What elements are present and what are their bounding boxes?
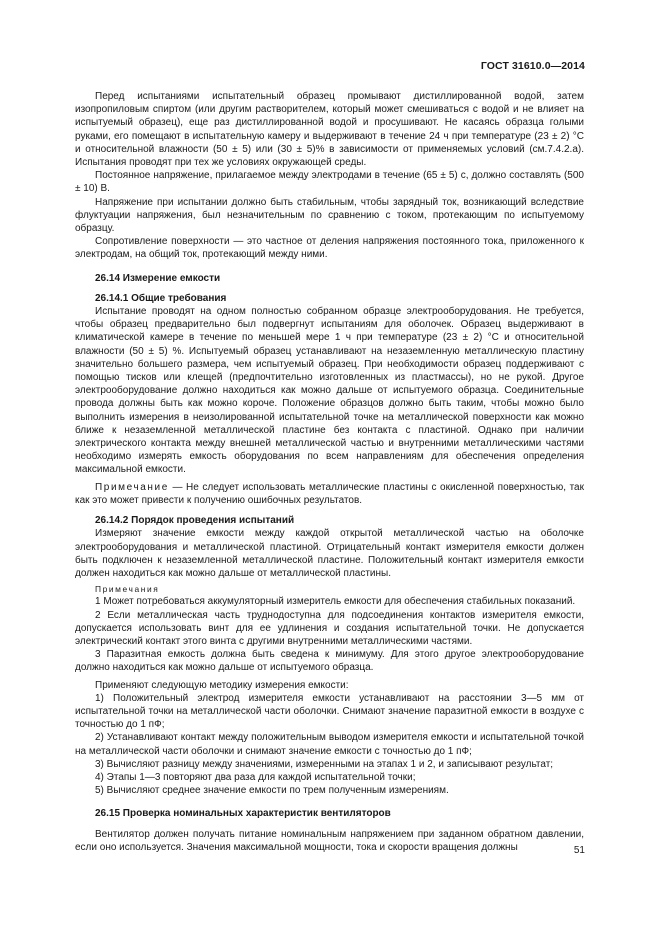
list-item: 5) Вычисляют среднее значение емкости по трем полученным измерениям. bbox=[95, 785, 449, 797]
list-item: 3) Вычисляют разницу между значениями, измеренными на этапах 1 и 2, и записывают результат; bbox=[95, 758, 554, 770]
note-text: — Не следует использовать металлические пластины с окисленной поверхностью, так как это может привести к получению ошибочных результатов. bbox=[75, 481, 584, 506]
subsection-heading: 26.14.1 Общие требования bbox=[95, 292, 227, 304]
notes-label: Примечания bbox=[95, 584, 160, 595]
paragraph: Постоянное напряжение, прилагаемое между электродами в течение (65 ± 5) с, должно составлять (500 ± 10) В. bbox=[75, 170, 584, 195]
note-item: 3 Паразитная емкость должна быть сведена к минимуму. Для этого другое электрооборудование должно находиться как можно дальше от испытуемого образца. bbox=[75, 649, 584, 674]
paragraph: Испытание проводят на одном полностью собранном образце электрооборудования. Не требуется, чтобы образец предварительно был подвергнут испытаниям для оболочек. Образец выдерживают в климатической камере в течение по меньшей мере 1 ч при температуре (23 ± 2) °С и относительной влажности (50 ± 5) %. Испытуемый образец устанавливают на незаземленную металлическую пластину значительно большего размера, чем испытуемый образец. При необходимости образец поддерживают с помощью тисков или клещей (предпочтительно изготовленных из пластмассы), но не рукой. Другое электрооборудование должно находиться как можно дальше от испытуемого образца. Соединительные провода должны быть как можно короче. Положение образцов должно быть таким, чтобы можно было выполнить измерения в неизолированной испытательной точке на металлической поверхности как можно ближе к незаземленной металлической пластине без контакта с пластиной. Однако при наличии электрического контакта между внешней металлической частью и внутренними металлическими частями необходимо измерять емкость оборудования по всем направлениям для обеспечения определения максимальной емкости. bbox=[75, 306, 584, 476]
note-item: 1 Может потребоваться аккумуляторный измеритель емкости для обеспечения стабильных показаний. bbox=[95, 596, 576, 608]
note bbox=[75, 481, 584, 507]
note-item: 2 Если металлическая часть труднодоступна для подсоединения контактов измерителя емкости, допускается использовать винт для ее удлинения и создания испытательной точки. Не допускается электрический контакт этого винта с другими внутренними металлическими частями. bbox=[75, 609, 584, 647]
subsection-heading: 26.14.2 Порядок проведения испытаний bbox=[95, 515, 295, 527]
document-body bbox=[75, 90, 584, 854]
list-item: 1) Положительный электрод измерителя емкости устанавливают на расстоянии 3—5 мм от испытательной точки на металлической части оболочки. Снимают значение паразитной емкости в воздухе с точностью до 1 пФ; bbox=[75, 692, 584, 731]
paragraph: Вентилятор должен получать питание номинальным напряжением при заданном обратном давлении, если оно используется. Значения максимальной мощности, тока и скорости вращения должны bbox=[75, 828, 584, 853]
section-heading: 26.14 Измерение емкости bbox=[95, 272, 221, 284]
paragraph: Перед испытаниями испытательный образец промывают дистиллированной водой, затем изопропиловым спиртом (или другим растворителем, который может смешиваться с водой и не влияет на испытуемый образец), еще раз дистиллированной водой и просушивают. Не касаясь образца голыми руками, его помещают в испытательную камеру и выдерживают в течение 24 ч при температуре (23 ± 2) °С и относительной влажности (50 ± 5) или (30 ± 5)% в зависимости от применяемых условий (см.7.4.2.а). Испытания проводят при тех же условиях окружающей среды. bbox=[75, 91, 584, 169]
document-header: ГОСТ 31610.0—2014 bbox=[480, 60, 585, 72]
section-heading: 26.15 Проверка номинальных характеристик вентиляторов bbox=[95, 808, 391, 820]
list-item: 4) Этапы 1—3 повторяют два раза для каждой испытательной точки; bbox=[95, 771, 416, 783]
page-number: 51 bbox=[573, 845, 585, 856]
paragraph: Измеряют значение емкости между каждой открытой металлической частью на оболочке электрооборудования и металлической пластиной. Отрицательный контакт измерителя емкости должен быть подключен к незаземленной металлической пластине. Положительный контакт измерителя емкости должен находиться как можно дальше от металлической пластины. bbox=[75, 528, 584, 579]
paragraph: Сопротивление поверхности — это частное от деления напряжения постоянного тока, приложенного к электродам, на общий ток, протекающий между ними. bbox=[75, 236, 584, 261]
paragraph: Напряжение при испытании должно быть стабильным, чтобы зарядный ток, возникающий вследствие флуктуации напряжения, был незначительным по сравнению с током, протекающим по испытуемому образцу. bbox=[75, 196, 584, 235]
note-label: Примечание bbox=[95, 481, 169, 493]
list-item: 2) Устанавливают контакт между положительным выводом измерителя емкости и испытательной точкой на металлической части оболочки и снимают значение емкости с точностью до 1 пФ; bbox=[75, 732, 584, 757]
paragraph: Применяют следующую методику измерения емкости: bbox=[95, 679, 349, 691]
